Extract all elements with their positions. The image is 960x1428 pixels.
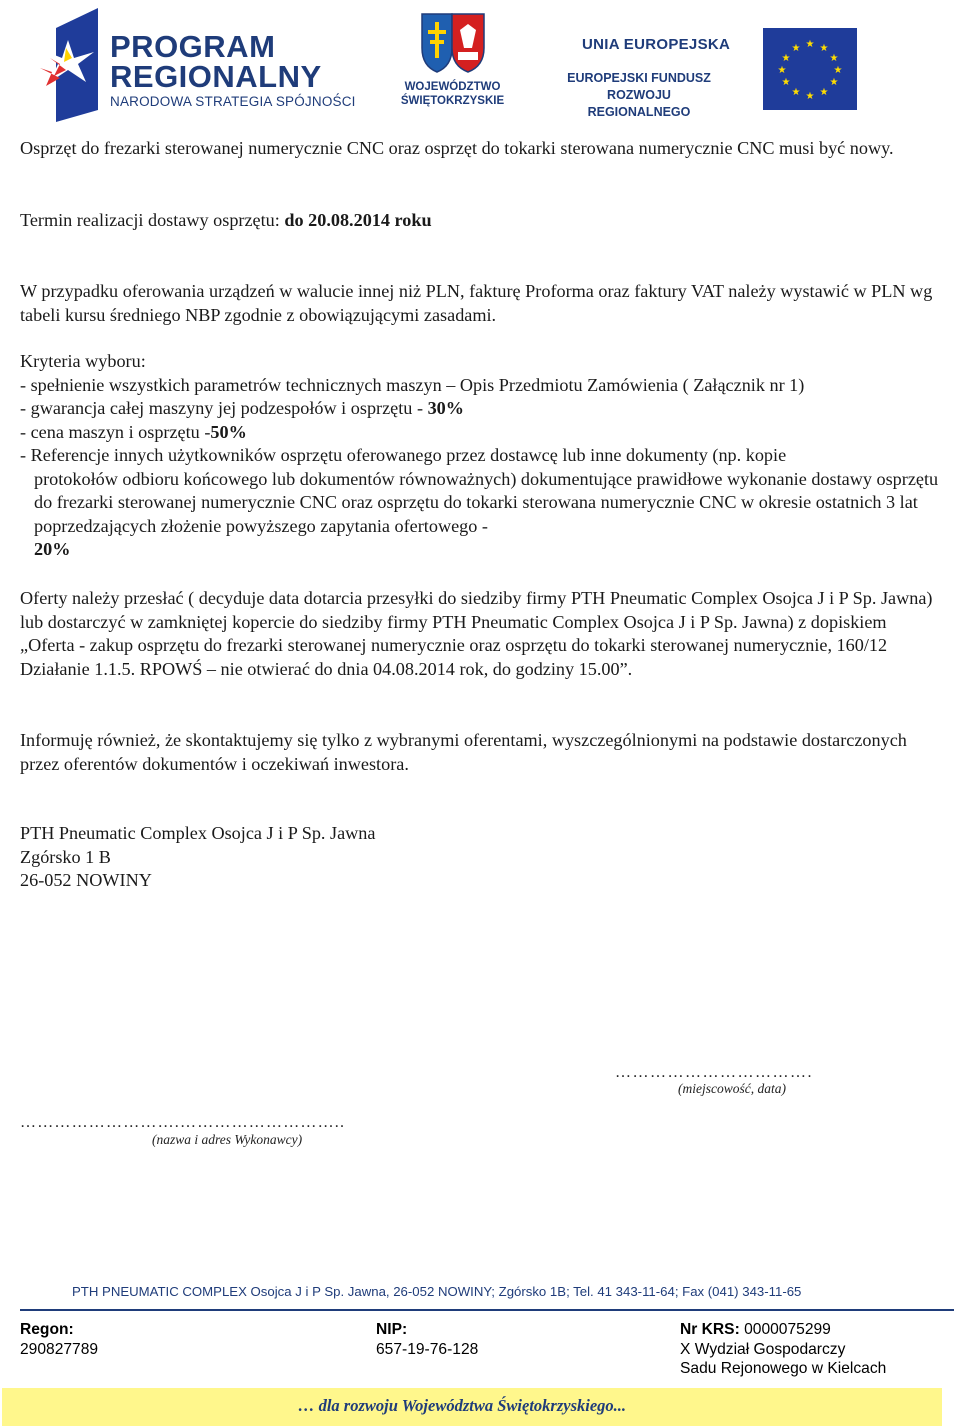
- criterion-references-text: protokołów odbioru końcowego lub dokumentów równoważnych) dokumentujące prawidłowe wykonanie dostawy osprzętu do frezarki sterowanej numerycznie CNC oraz osprzętu do tokarki sterowana numerycznie CNC w okresie ostatnich 3 lat poprzedzających złożenie powyższego zapytania ofertowego -: [34, 468, 939, 536]
- program-logo-line2: REGIONALNY: [110, 59, 322, 94]
- region-logo-line1: WOJEWÓDZTWO: [404, 81, 501, 93]
- paragraph-delivery-deadline: [20, 209, 940, 233]
- footer-divider: [20, 1309, 954, 1311]
- svg-text:★: ★: [829, 53, 839, 64]
- delivery-deadline-date: do 20.08.2014 roku: [284, 210, 432, 230]
- criterion-references-first-line: - Referencje innych użytkowników osprzętu oferowanego przez dostawcę lub inne dokumenty (np. kopie: [20, 445, 787, 465]
- criterion-price-weight: 50%: [210, 421, 247, 442]
- nip-block: [376, 1320, 478, 1359]
- eu-flag-icon: [763, 28, 857, 110]
- sender-city: 26-052 NOWINY: [20, 870, 152, 890]
- regon-block: [20, 1320, 98, 1359]
- criterion-price: [20, 421, 940, 445]
- paragraph-new-equipment: Osprzęt do frezarki sterowanej numerycznie CNC oraz osprzęt do tokarki sterowana numerycznie CNC musi być nowy.: [20, 138, 894, 158]
- criterion-references: [20, 444, 940, 562]
- svg-text:★: ★: [781, 77, 791, 88]
- program-regionalny-emblem: [38, 6, 108, 124]
- court-line1: X Wydział Gospodarczy: [680, 1340, 846, 1358]
- criterion-references-rest: [20, 468, 940, 562]
- sender-street: Zgórsko 1 B: [20, 846, 111, 867]
- criterion-warranty-text: - gwarancja całej maszyny jej podzespołów i osprzętu -: [20, 398, 428, 418]
- court-line2: Sadu Rejonowego w Kielcach: [680, 1360, 887, 1377]
- svg-text:★: ★: [829, 77, 839, 88]
- slogan-band: [2, 1388, 942, 1426]
- sender-name: PTH Pneumatic Complex Osojca J i P Sp. Jawna: [20, 823, 376, 843]
- svg-text:★: ★: [781, 53, 791, 64]
- program-logo-subtitle: NARODOWA STRATEGIA SPÓJNOŚCI: [110, 94, 356, 109]
- place-date-caption: (miejscowość, data): [678, 1081, 786, 1096]
- coat-of-arms-icon: [400, 8, 505, 80]
- criterion-price-text: - cena maszyn i osprzętu -: [20, 421, 211, 442]
- criterion-references-weight: 20%: [34, 539, 71, 559]
- nip-value: 657-19-76-128: [376, 1340, 479, 1358]
- eu-logo: [548, 20, 860, 119]
- krs-block: [680, 1320, 886, 1379]
- krs-value: 0000075299: [739, 1321, 831, 1338]
- svg-text:★: ★: [833, 65, 843, 76]
- svg-text:★: ★: [777, 65, 787, 76]
- criterion-warranty-weight: 30%: [427, 398, 464, 418]
- program-logo-line1: PROGRAM: [110, 29, 276, 64]
- criterion-warranty: [20, 397, 940, 421]
- svg-text:★: ★: [805, 39, 815, 50]
- eu-fund-line2: ROZWOJU REGIONALNEGO: [587, 88, 691, 119]
- criterion-technical: - spełnienie wszystkich parametrów technicznych maszyn – Opis Przedmiotu Zamówienia ( Załącznik nr 1): [20, 374, 805, 395]
- regon-value: 290827789: [20, 1340, 99, 1358]
- place-date-line: …………………………….: [615, 1064, 813, 1081]
- wojewodztwo-logo: [400, 8, 505, 120]
- paragraph-contact-info: Informuję również, że skontaktujemy się tylko z wybranymi oferentami, wyszczególnionymi na podstawie dostarczonych przez oferentów dokumentów i oczekiwań inwestora.: [20, 730, 907, 774]
- slogan-text: … dla rozwoju Województwa Świętokrzyskiego...: [297, 1396, 627, 1415]
- svg-text:★: ★: [819, 87, 829, 98]
- nip-label: NIP:: [376, 1321, 408, 1338]
- program-regionalny-logo: [38, 6, 368, 124]
- eu-logo-title: UNIA EUROPEJSKA: [582, 36, 731, 53]
- svg-text:★: ★: [791, 87, 801, 98]
- regon-label: Regon:: [20, 1321, 74, 1338]
- paragraph-currency: W przypadku oferowania urządzeń w walucie innej niż PLN, fakturę Proforma oraz faktury VAT należy wystawić w PLN wg tabeli kursu średniego NBP zgodnie z obowiązującymi zasadami.: [20, 281, 933, 325]
- delivery-deadline-label: Termin realizacji dostawy osprzętu:: [20, 210, 285, 230]
- criteria-heading: Kryteria wyboru:: [20, 351, 146, 371]
- sender-address: [20, 822, 620, 893]
- eu-fund-line1: EUROPEJSKI FUNDUSZ: [567, 71, 711, 85]
- svg-text:★: ★: [791, 43, 801, 54]
- contractor-caption: (nazwa i adres Wykonawcy): [152, 1132, 303, 1147]
- svg-text:★: ★: [805, 91, 815, 102]
- selection-criteria: [20, 350, 940, 562]
- footer-contact-line: PTH PNEUMATIC COMPLEX Osojca J i P Sp. Jawna, 26-052 NOWINY; Zgórsko 1B; Tel. 41 343-11-64; Fax (041) 343-11-65: [72, 1284, 802, 1299]
- region-logo-line2: ŚWIĘTOKRZYSKIE: [400, 95, 505, 107]
- krs-label: Nr KRS:: [680, 1321, 740, 1338]
- paragraph-submission: Oferty należy przesłać ( decyduje data dotarcia przesyłki do siedziby firmy PTH Pneumatic Complex Osojca J i P Sp. Jawna) lub dostarczyć w zamkniętej kopercie do siedziby firmy PTH Pneumatic Complex Osojca J i P Sp. Jawna) z dopiskiem „Oferta - zakup osprzętu do frezarki sterowanej numerycznie oraz osprzętu do tokarki sterowanej numerycznie, 160/12 Działanie 1.1.5. RPOWŚ – nie otwierać do dnia 04.08.2014 rok, do godziny 15.00”.: [20, 588, 933, 679]
- contractor-line: ……………………….………………………..: [20, 1114, 346, 1131]
- svg-text:★: ★: [819, 43, 829, 54]
